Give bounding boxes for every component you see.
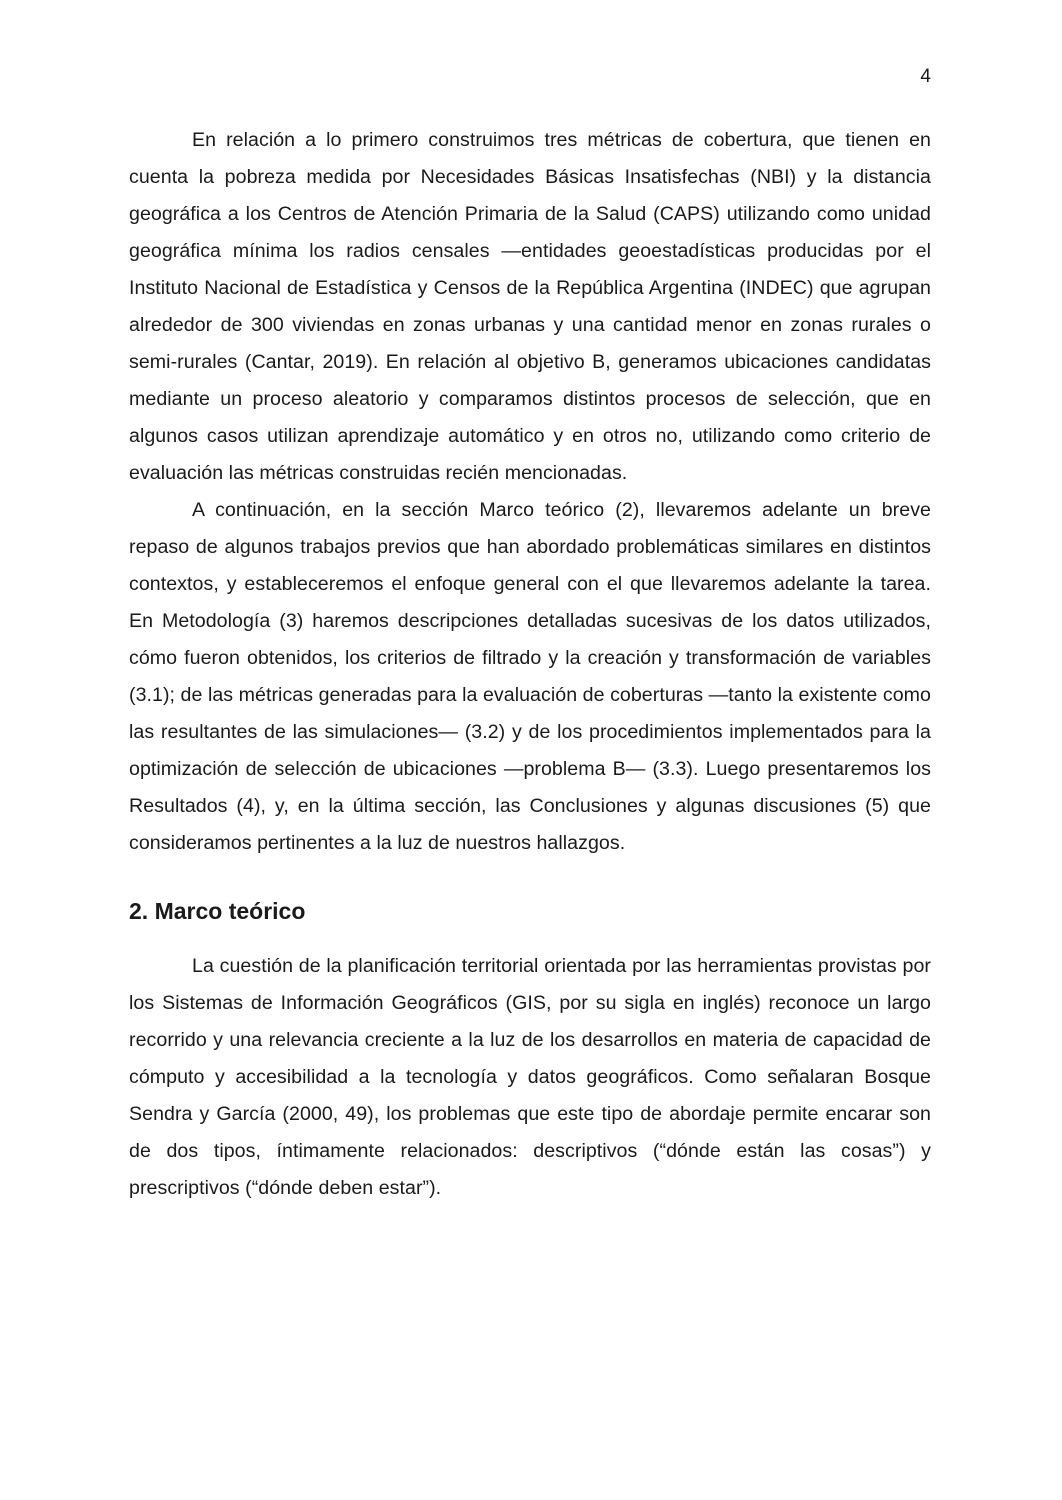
page-number: 4 bbox=[920, 66, 931, 87]
paragraph-territorial-planning: La cuestión de la planificación territorial orientada por las herramientas provistas por los Sistemas de Información Geográficos (GIS, por su sigla en inglés) reconoce un largo recorrido y una relevancia creciente a la luz de los desarrollos en materia de capacidad de cómputo y accesibilidad a la tecnología y datos geográficos. Como señalaran Bosque Sendra y García (2000, 49), los problemas que este tipo de abordaje permite encarar son de dos tipos, íntimamente relacionados: descriptivos (“dónde están las cosas”) y prescriptivos (“dónde deben estar”). bbox=[129, 955, 931, 1199]
paragraph-document-outline: A continuación, en la sección Marco teórico (2), llevaremos adelante un breve repaso de algunos trabajos previos que han abordado problemáticas similares en distintos contextos, y estableceremos el enfoque general con el que llevaremos adelante la tarea. En Metodología (3) haremos descripciones detalladas sucesivas de los datos utilizados, cómo fueron obtenidos, los criterios de filtrado y la creación y transformación de variables (3.1); de las métricas generadas para la evaluación de coberturas —tanto la existente como las resultantes de las simulaciones— (3.2) y de los procedimientos implementados para la optimización de selección de ubicaciones —problema B— (3.3). Luego presentaremos los Resultados (4), y, en la última sección, las Conclusiones y algunas discusiones (5) que consideramos pertinentes a la luz de nuestros hallazgos. bbox=[129, 499, 931, 854]
section-heading-marco-teorico: 2. Marco teórico bbox=[129, 898, 306, 924]
paragraph-coverage-metrics: En relación a lo primero construimos tres métricas de cobertura, que tienen en cuenta la pobreza medida por Necesidades Básicas Insatisfechas (NBI) y la distancia geográfica a los Centros de Atención Primaria de la Salud (CAPS) utilizando como unidad geográfica mínima los radios censales —entidades geoestadísticas producidas por el Instituto Nacional de Estadística y Censos de la República Argentina (INDEC) que agrupan alrededor de 300 viviendas en zonas urbanas y una cantidad menor en zonas rurales o semi-rurales (Cantar, 2019). En relación al objetivo B, generamos ubicaciones candidatas mediante un proceso aleatorio y comparamos distintos procesos de selección, que en algunos casos utilizan aprendizaje automático y en otros no, utilizando como criterio de evaluación las métricas construidas recién mencionadas. bbox=[129, 129, 931, 484]
document-body bbox=[129, 122, 931, 1207]
